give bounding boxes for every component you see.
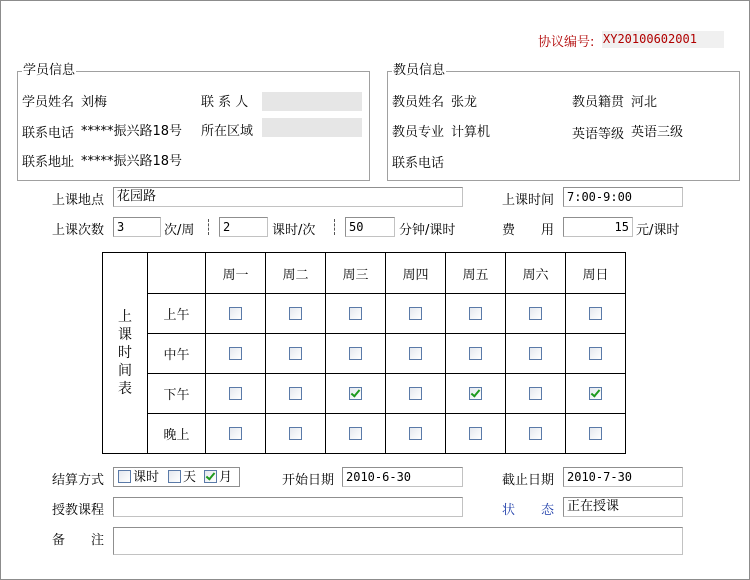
schedule-corner [148,253,206,294]
location-input[interactable]: 花园路 [113,187,463,207]
teacher-name-label: 教员姓名 [392,95,445,110]
teacher-native-value: 河北 [631,95,658,110]
student-phone-value: *****振兴路18号 [81,124,183,139]
schedule-checkbox[interactable] [469,307,482,320]
agreement-label: 协议编号: [538,35,595,50]
schedule-title: 上课时间表 [118,309,132,397]
schedule-checkbox[interactable] [589,387,602,400]
hours-unit: 课时/次 [272,223,316,238]
schedule-checkbox[interactable] [289,387,302,400]
settlement-checkbox[interactable] [204,470,217,483]
course-input[interactable] [113,497,463,517]
schedule-checkbox[interactable] [229,307,242,320]
slot-label: 下午 [148,374,206,414]
start-date-label: 开始日期 [282,473,335,488]
fee-input[interactable]: 15 [563,217,633,237]
location-label: 上课地点 [52,193,105,208]
student-info-title: 学员信息 [23,63,76,78]
student-contact-field [262,92,362,111]
end-date-label: 截止日期 [502,473,555,488]
teacher-major-label: 教员专业 [392,125,445,140]
count-label: 上课次数 [52,223,105,238]
schedule-checkbox[interactable] [469,387,482,400]
schedule-checkbox[interactable] [529,307,542,320]
settlement-option-month[interactable] [204,470,232,485]
schedule-checkbox[interactable] [289,427,302,440]
schedule-checkbox[interactable] [529,427,542,440]
schedule-checkbox[interactable] [349,347,362,360]
count-input[interactable]: 3 [113,217,161,237]
schedule-checkbox[interactable] [229,427,242,440]
agreement-number: XY20100602001 [602,31,724,48]
day-header: 周三 [326,253,386,294]
schedule-checkbox[interactable] [349,387,362,400]
schedule-checkbox[interactable] [349,307,362,320]
settlement-checkbox[interactable] [118,470,131,483]
start-date-input[interactable]: 2010-6-30 [342,467,463,487]
teacher-native-label: 教员籍贯 [572,95,625,110]
fee-label: 费 用 [502,223,555,238]
student-name-value: 刘梅 [81,95,108,110]
student-contact-label: 联 系 人 [201,95,249,110]
settlement-option-label: 月 [219,470,233,485]
remarks-input[interactable] [113,527,683,555]
day-header: 周六 [506,253,566,294]
student-area-label: 所在区域 [201,124,254,139]
day-header: 周二 [266,253,326,294]
teacher-name-value: 张龙 [451,95,478,110]
fee-unit: 元/课时 [636,223,680,238]
time-input[interactable]: 7:00-9:00 [563,187,683,207]
schedule-checkbox[interactable] [229,387,242,400]
student-address-value: *****振兴路18号 [81,154,183,169]
remarks-label: 备 注 [52,533,105,548]
status-label: 状 态 [502,503,555,518]
slot-row-morning [103,294,626,334]
schedule-checkbox[interactable] [469,347,482,360]
schedule-checkbox[interactable] [409,307,422,320]
slot-row-noon [103,334,626,374]
slot-row-afternoon [103,374,626,414]
settlement-option-hour[interactable] [118,470,159,485]
day-header: 周日 [566,253,626,294]
separator-1 [208,219,209,235]
minutes-unit: 分钟/课时 [399,223,456,238]
slot-label: 中午 [148,334,206,374]
schedule-title-cell [103,253,148,454]
settlement-option-label: 天 [183,470,197,485]
schedule-checkbox[interactable] [409,387,422,400]
day-header: 周五 [446,253,506,294]
status-input[interactable]: 正在授课 [563,497,683,517]
schedule-checkbox[interactable] [289,347,302,360]
schedule-checkbox[interactable] [409,427,422,440]
day-header: 周一 [206,253,266,294]
schedule-checkbox[interactable] [589,347,602,360]
count-unit: 次/周 [164,223,195,238]
end-date-input[interactable]: 2010-7-30 [563,467,683,487]
settlement-option-label: 课时 [133,470,160,485]
schedule-checkbox[interactable] [469,427,482,440]
settlement-checkbox[interactable] [168,470,181,483]
settlement-option-day[interactable] [168,470,196,485]
student-phone-label: 联系电话 [22,126,75,141]
student-name-label: 学员姓名 [22,95,75,110]
slot-row-evening [103,414,626,454]
hours-input[interactable]: 2 [219,217,268,237]
teacher-info-title: 教员信息 [393,63,446,78]
teacher-major-value: 计算机 [451,125,491,140]
day-header: 周四 [386,253,446,294]
schedule-checkbox[interactable] [589,307,602,320]
schedule-checkbox[interactable] [229,347,242,360]
schedule-checkbox[interactable] [529,347,542,360]
student-address-label: 联系地址 [22,155,75,170]
teacher-phone-label: 联系电话 [392,156,445,171]
schedule-checkbox[interactable] [589,427,602,440]
time-label: 上课时间 [502,193,555,208]
teacher-english-label: 英语等级 [572,127,625,142]
schedule-checkbox[interactable] [349,427,362,440]
student-area-field [262,118,362,137]
settlement-label: 结算方式 [52,473,105,488]
slot-label: 上午 [148,294,206,334]
course-label: 授教课程 [52,503,105,518]
schedule-checkbox[interactable] [529,387,542,400]
minutes-input[interactable]: 50 [345,217,395,237]
schedule-checkbox[interactable] [409,347,422,360]
settlement-options [113,467,240,487]
schedule-table [102,252,626,454]
slot-label: 晚上 [148,414,206,454]
schedule-checkbox[interactable] [289,307,302,320]
separator-2 [334,219,335,235]
teacher-english-value: 英语三级 [631,125,684,140]
